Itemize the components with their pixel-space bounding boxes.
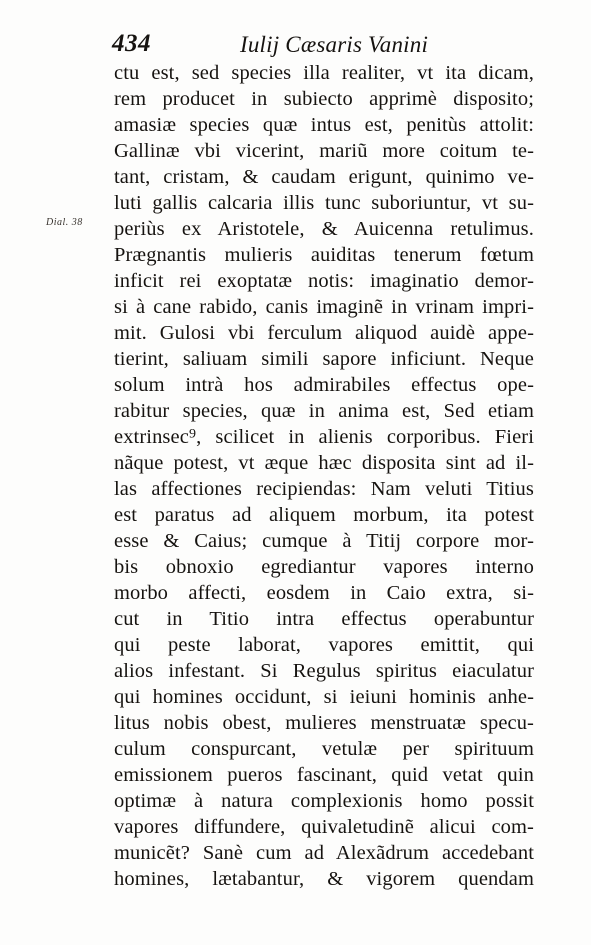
text-line: Prægnantis mulieris auiditas tenerum fœtum bbox=[114, 244, 534, 266]
text-line: tierint, saliuam simili sapore inficiunt. Neque bbox=[114, 348, 534, 370]
text-line: tant, cristam, & caudam erigunt, quinimo ve- bbox=[114, 166, 534, 188]
margin-note: Dial. 38 bbox=[46, 217, 83, 228]
text-line: inficit rei exoptatæ notis: imaginatio demor- bbox=[114, 270, 534, 292]
page-number: 434 bbox=[112, 30, 151, 57]
text-line: homines, lætabantur, & vigorem quendam bbox=[114, 868, 534, 890]
text-line: ctu est, sed species illa realiter, vt ita dicam, bbox=[114, 62, 534, 84]
text-line: cut in Titio intra effectus operabuntur bbox=[114, 608, 534, 630]
text-line: qui peste laborat, vapores emittit, qui bbox=[114, 634, 534, 656]
text-line: vapores diffundere, quivaletudinẽ alicui com- bbox=[114, 816, 534, 838]
running-head: Iulij Cæsaris Vanini bbox=[240, 32, 429, 57]
text-line: rabitur species, quæ in anima est, Sed etiam bbox=[114, 400, 534, 422]
text-line: nãque potest, vt æque hæc disposita sint ad il- bbox=[114, 452, 534, 474]
text-line: alios infestant. Si Regulus spiritus eiaculatur bbox=[114, 660, 534, 682]
text-line: emissionem pueros fascinant, quid vetat quin bbox=[114, 764, 534, 786]
text-line: municẽt? Sanè cum ad Alexãdrum accedebant bbox=[114, 842, 534, 864]
text-line: extrinsec⁹, scilicet in alienis corporibus. Fieri bbox=[114, 426, 534, 448]
text-line: luti gallis calcaria illis tunc suboriuntur, vt su- bbox=[114, 192, 534, 214]
text-line: bis obnoxio egrediantur vapores interno bbox=[114, 556, 534, 578]
text-line: mit. Gulosi vbi ferculum aliquod auidè appe- bbox=[114, 322, 534, 344]
text-line: Gallinæ vbi vicerint, mariũ more coitum te- bbox=[114, 140, 534, 162]
text-line: optimæ à natura complexionis homo possit bbox=[114, 790, 534, 812]
text-line: est paratus ad aliquem morbum, ita potest bbox=[114, 504, 534, 526]
text-line: periùs ex Aristotele, & Auicenna retulimus. bbox=[114, 218, 534, 240]
text-line: amasiæ species quæ intus est, penitùs attolit: bbox=[114, 114, 534, 136]
text-line: litus nobis obest, mulieres menstruatæ specu- bbox=[114, 712, 534, 734]
text-line: morbo affecti, eosdem in Caio extra, si- bbox=[114, 582, 534, 604]
text-line: si à cane rabido, canis imaginẽ in vrinam impri- bbox=[114, 296, 534, 318]
body-text bbox=[114, 60, 534, 892]
text-line: rem producet in subiecto apprimè dispositο; bbox=[114, 88, 534, 110]
text-line: esse & Caius; cumque à Titij corpore mor- bbox=[114, 530, 534, 552]
text-line: solum intrà hos admirabiles effectus ope- bbox=[114, 374, 534, 396]
text-line: las affectiones recipiendas: Nam veluti Titius bbox=[114, 478, 534, 500]
text-line: qui homines occidunt, si ieiuni hominis anhe- bbox=[114, 686, 534, 708]
text-line: culum conspurcant, vetulæ per spirituum bbox=[114, 738, 534, 760]
